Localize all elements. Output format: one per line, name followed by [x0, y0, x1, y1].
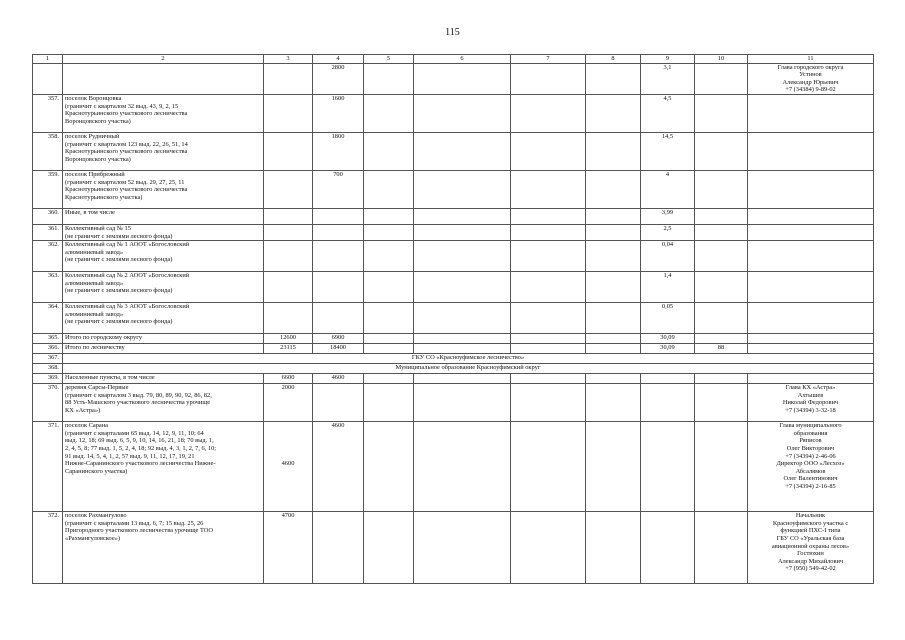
col7-value	[511, 334, 586, 344]
settlement-name-line: поселок Сарана	[65, 422, 108, 430]
settlement-name-line: поселок Прибрежный	[65, 170, 125, 178]
col10-value	[695, 272, 748, 303]
col8-value	[586, 374, 641, 384]
col3-value	[264, 170, 313, 208]
settlement-name	[63, 512, 264, 584]
col7-value	[511, 170, 586, 208]
col4-value	[313, 208, 364, 224]
settlement-name-line: Нижне-Саранинского участкового лесничества Нижне-	[65, 460, 216, 468]
row-number: 361.	[33, 224, 63, 240]
col7-value	[511, 63, 586, 94]
settlement-name	[63, 344, 264, 354]
contact-line: авиационной охраны лесов»	[771, 542, 850, 550]
table-row	[33, 374, 874, 384]
col9-value: 3,99	[641, 208, 695, 224]
settlement-name-line: Иные, в том числе	[65, 208, 115, 216]
col8-value	[586, 344, 641, 354]
contact-line: +7 (34384) 9-89-02	[785, 86, 836, 94]
table-row	[33, 512, 874, 584]
col4-value	[313, 303, 364, 334]
settlement-name-line: (не граничит с землями лесного фонда)	[65, 318, 173, 326]
contact-info	[748, 170, 874, 208]
col3-value: 4700	[264, 512, 313, 584]
settlement-name-line: (не граничит с землями лесного фонда)	[65, 232, 173, 240]
col3-value	[264, 132, 313, 170]
contact-info	[748, 94, 874, 132]
col4-value: 1600	[313, 94, 364, 132]
col5-value	[364, 303, 414, 334]
table-row	[33, 170, 874, 208]
settlement-name	[63, 224, 264, 240]
col7-value	[511, 224, 586, 240]
col6-value	[414, 224, 511, 240]
table-row	[33, 334, 874, 344]
col3-value	[264, 303, 313, 334]
col9-value: 30,09	[641, 344, 695, 354]
contact-info	[748, 241, 874, 272]
settlement-name-line: поселок Воронцовка	[65, 94, 122, 102]
col6-value	[414, 422, 511, 512]
settlement-name	[63, 132, 264, 170]
col3-value	[264, 241, 313, 272]
col5-value	[364, 334, 414, 344]
col10-value	[695, 170, 748, 208]
col8-value	[586, 334, 641, 344]
col5-value	[364, 374, 414, 384]
contact-info	[748, 512, 874, 584]
contact-line: Ахтышев	[797, 391, 824, 399]
contact-line: образования	[793, 429, 828, 437]
col10-value	[695, 303, 748, 334]
col9-value	[641, 422, 695, 512]
col9-value: 3,1	[641, 63, 695, 94]
col7-value	[511, 94, 586, 132]
settlement-name-line: деревня Сарсы-Первые	[65, 384, 129, 392]
col10-value	[695, 374, 748, 384]
row-number: 360.	[33, 208, 63, 224]
contact-line: +7 (950) 549-42-02	[785, 565, 836, 573]
col3-value: 2000	[264, 384, 313, 422]
settlement-name-line: Краснотурьинского участкового лесничества	[65, 186, 188, 194]
col5-value	[364, 344, 414, 354]
settlement-name-line: «Рахмангуловское»)	[65, 534, 120, 542]
section-row	[33, 354, 874, 364]
col7-value	[511, 208, 586, 224]
col10-value	[695, 384, 748, 422]
contact-line: +7 (34394) 3-32-18	[785, 406, 836, 414]
section-title: Муниципальное образование Красноуфимский округ	[63, 364, 874, 374]
col10-value	[695, 422, 748, 512]
col9-value: 2,5	[641, 224, 695, 240]
contact-line: +7 (34394) 2-46-06	[785, 452, 836, 460]
settlement-name-line: (граничит с кварталом 3 выд. 79, 80, 89, 90, 92, 86, 82,	[65, 391, 212, 399]
col9-value: 0,05	[641, 303, 695, 334]
col7-value	[511, 303, 586, 334]
col10-value	[695, 63, 748, 94]
col7-value	[511, 132, 586, 170]
col9-value: 1,4	[641, 272, 695, 303]
column-header: 11	[748, 55, 874, 64]
settlement-name	[63, 241, 264, 272]
col4-value: 4600	[313, 422, 364, 512]
col8-value	[586, 224, 641, 240]
col4-value: 700	[313, 170, 364, 208]
col10-value	[695, 334, 748, 344]
settlement-name-line: (граничит с кварталом 52 выд. 29, 27, 25, 11	[65, 178, 185, 186]
col3-value: 6600	[264, 374, 313, 384]
col4-value	[313, 272, 364, 303]
row-number: 369.	[33, 374, 63, 384]
settlement-name-line: 2, 4, 5, 8; 77 выд. 1, 5, 2, 4, 18; 92 выд. 4, 3, 1, 2, 7, 6, 10;	[65, 444, 217, 452]
col6-value	[414, 132, 511, 170]
col9-value	[641, 374, 695, 384]
col5-value	[364, 241, 414, 272]
contact-line: Глава городского округа	[777, 63, 844, 71]
col8-value	[586, 384, 641, 422]
contact-info	[748, 303, 874, 334]
settlement-name-line: Краснотурьинского участкового лесничества	[65, 110, 188, 118]
settlement-name-line: Населенные пункты, в том числе	[65, 374, 155, 382]
col3-value	[264, 422, 313, 512]
column-header: 10	[695, 55, 748, 64]
col10-value	[695, 94, 748, 132]
header-row	[33, 55, 874, 64]
col9-value: 4,5	[641, 94, 695, 132]
col5-value	[364, 422, 414, 512]
contact-info	[748, 384, 874, 422]
settlement-name	[63, 422, 264, 512]
col4-value: 18400	[313, 344, 364, 354]
row-number: 366.	[33, 344, 63, 354]
contact-line: Александр Михайлович	[777, 557, 844, 565]
col6-value	[414, 512, 511, 584]
row-number: 372.	[33, 512, 63, 584]
col3-value	[264, 224, 313, 240]
row-number: 363.	[33, 272, 63, 303]
col8-value	[586, 170, 641, 208]
settlement-name-line: (граничит с кварталом 32 выд. 43, 9, 2, 15	[65, 102, 179, 110]
col4-value	[313, 224, 364, 240]
row-number: 364.	[33, 303, 63, 334]
settlement-name-line: поселок Рудничный	[65, 132, 120, 140]
col9-value: 14,5	[641, 132, 695, 170]
col7-value	[511, 241, 586, 272]
row-number: 367.	[33, 354, 63, 364]
col9-value: 30,09	[641, 334, 695, 344]
col3-value-text: 4600	[281, 460, 295, 468]
col6-value	[414, 241, 511, 272]
table-row	[33, 272, 874, 303]
col5-value	[364, 208, 414, 224]
table-row	[33, 384, 874, 422]
col4-value: 4600	[313, 374, 364, 384]
column-header: 5	[364, 55, 414, 64]
contact-line: ГБУ СО «Уральская база	[776, 534, 845, 542]
table-row	[33, 241, 874, 272]
page-number: 115	[445, 27, 460, 38]
settlement-name	[63, 374, 264, 384]
contact-line: Александр Юрьевич	[782, 78, 839, 86]
col5-value	[364, 94, 414, 132]
contact-line: Гостюхин	[797, 550, 824, 558]
contact-line: функцией ПХС-I типа	[780, 527, 841, 535]
contact-info	[748, 334, 874, 344]
settlement-name-line: 88 Усть-Машского участкового лесничества урочище	[65, 399, 211, 407]
col8-value	[586, 422, 641, 512]
col6-value	[414, 94, 511, 132]
col7-value	[511, 344, 586, 354]
contact-line: Начальник	[795, 512, 826, 520]
contact-info	[748, 422, 874, 512]
row-number: 371.	[33, 422, 63, 512]
section-title: ГКУ СО «Красноуфимское лесничество»	[63, 354, 874, 364]
contact-line: Ряписов	[799, 437, 822, 445]
col5-value	[364, 512, 414, 584]
settlement-name	[63, 272, 264, 303]
col6-value	[414, 170, 511, 208]
contact-line: Олег Викторович	[786, 444, 835, 452]
settlement-name-line: алюминиевый завод»	[65, 279, 124, 287]
col6-value	[414, 374, 511, 384]
col4-value	[313, 384, 364, 422]
settlement-name-line: Саранинского участка)	[65, 467, 128, 475]
settlement-name	[63, 334, 264, 344]
column-header: 7	[511, 55, 586, 64]
settlement-name-line: Коллективный сад № 1 АООТ «Богословский	[65, 241, 190, 249]
settlement-name-line: Итого по городскому округу	[65, 334, 143, 342]
table-row	[33, 344, 874, 354]
col7-value	[511, 272, 586, 303]
settlement-name	[63, 208, 264, 224]
column-header: 9	[641, 55, 695, 64]
settlement-name-line: (граничит с кварталами 65 выд. 14, 12, 9, 11, 10; 64	[65, 429, 204, 437]
row-number: 357.	[33, 94, 63, 132]
contact-info	[748, 132, 874, 170]
settlement-name-line: Коллективный сад № 3 АООТ «Богословский	[65, 303, 190, 311]
col8-value	[586, 303, 641, 334]
forest-settlements-table	[32, 54, 874, 584]
contact-line: Николай Федорович	[782, 399, 839, 407]
settlement-name	[63, 384, 264, 422]
row-number: 365.	[33, 334, 63, 344]
row-number: 359.	[33, 170, 63, 208]
col4-value: 6900	[313, 334, 364, 344]
settlement-name-line: 91 выд. 14, 5, 4, 1, 2, 57 выд. 9, 11, 12, 17, 19, 21	[65, 452, 195, 460]
settlement-name-line: алюминиевый завод»	[65, 248, 124, 256]
col8-value	[586, 94, 641, 132]
col4-value	[313, 512, 364, 584]
col10-value	[695, 224, 748, 240]
col6-value	[414, 63, 511, 94]
row-number: 368.	[33, 364, 63, 374]
col5-value	[364, 63, 414, 94]
col4-value: 2800	[313, 63, 364, 94]
contact-info	[748, 63, 874, 94]
table-row	[33, 224, 874, 240]
table-row	[33, 94, 874, 132]
column-header: 8	[586, 55, 641, 64]
table-body	[33, 55, 874, 584]
table-row	[33, 208, 874, 224]
settlement-name-line: (граничит с кварталами 13 выд. 6, 7; 15 выд. 25, 26	[65, 519, 204, 527]
col6-value	[414, 384, 511, 422]
col6-value	[414, 303, 511, 334]
col3-value: 23115	[264, 344, 313, 354]
settlement-name-line: (граничит с кварталом 123 выд. 22, 26, 51, 14	[65, 140, 188, 148]
col7-value	[511, 422, 586, 512]
contact-info	[748, 374, 874, 384]
contact-info	[748, 224, 874, 240]
col9-value	[641, 384, 695, 422]
settlement-name-line: Итого по лесничеству	[65, 344, 125, 352]
settlement-name-line: Воронцовского участка)	[65, 117, 131, 125]
col6-value	[414, 334, 511, 344]
col8-value	[586, 512, 641, 584]
column-header: 1	[33, 55, 63, 64]
settlement-name	[63, 94, 264, 132]
settlement-name-line: Коллективный сад № 15	[65, 224, 131, 232]
table-row	[33, 63, 874, 94]
settlement-name-line: выд. 12, 18; 69 выд. 6, 5, 9, 10, 14, 16, 21, 18; 70 выд. 1,	[65, 437, 214, 445]
settlement-name-line: Краснотурьинского участка)	[65, 193, 143, 201]
column-header: 6	[414, 55, 511, 64]
row-number: 362.	[33, 241, 63, 272]
col8-value	[586, 272, 641, 303]
column-header: 2	[63, 55, 264, 64]
table-row	[33, 422, 874, 512]
col3-value	[264, 94, 313, 132]
column-header: 4	[313, 55, 364, 64]
col6-value	[414, 272, 511, 303]
col8-value	[586, 208, 641, 224]
settlement-name-line: поселок Рахмангулово	[65, 512, 127, 520]
col7-value	[511, 374, 586, 384]
col5-value	[364, 272, 414, 303]
contact-line: Директор ООО «Лесхоз»	[776, 460, 845, 468]
col10-value	[695, 132, 748, 170]
settlement-name-line: (не граничит с землями лесного фонда)	[65, 287, 173, 295]
contact-line: Олег Валентинович	[783, 475, 838, 483]
contact-line: Красноуфимского участка с	[772, 519, 849, 527]
settlement-name-line: Коллективный сад № 2 АООТ «Богословский	[65, 272, 190, 280]
col5-value	[364, 170, 414, 208]
settlement-name-line: Краснотурьинского участкового лесничества	[65, 148, 188, 156]
contact-info	[748, 272, 874, 303]
settlement-name-line: алюминиевый завод»	[65, 310, 124, 318]
col8-value	[586, 132, 641, 170]
col10-value	[695, 241, 748, 272]
section-row	[33, 364, 874, 374]
contact-line: Устинов	[799, 71, 822, 79]
contact-line: Абсалямов	[795, 467, 826, 475]
col6-value	[414, 208, 511, 224]
col4-value	[313, 241, 364, 272]
col3-value	[264, 63, 313, 94]
col9-value: 4	[641, 170, 695, 208]
col8-value	[586, 63, 641, 94]
settlement-name-line: (не граничит с землями лесного фонда)	[65, 256, 173, 264]
contact-line: Глава муниципального	[779, 422, 842, 430]
col3-value: 12600	[264, 334, 313, 344]
settlement-name	[63, 170, 264, 208]
row-number: 370.	[33, 384, 63, 422]
row-number	[33, 63, 63, 94]
col5-value	[364, 224, 414, 240]
settlement-name-line: Воронцовского участка)	[65, 155, 131, 163]
contact-info	[748, 208, 874, 224]
col9-value: 0,04	[641, 241, 695, 272]
col7-value	[511, 512, 586, 584]
col3-value	[264, 272, 313, 303]
col6-value	[414, 344, 511, 354]
column-header: 3	[264, 55, 313, 64]
col10-value	[695, 208, 748, 224]
settlement-name	[63, 303, 264, 334]
col10-value: 88	[695, 344, 748, 354]
table-row	[33, 132, 874, 170]
col4-value: 1800	[313, 132, 364, 170]
col7-value	[511, 384, 586, 422]
table-row	[33, 303, 874, 334]
col8-value	[586, 241, 641, 272]
row-number: 358.	[33, 132, 63, 170]
col5-value	[364, 384, 414, 422]
settlement-name	[63, 63, 264, 94]
contact-line: Глава КХ «Астра»	[785, 384, 836, 392]
settlement-name-line: КХ «Астра»)	[65, 406, 101, 414]
contact-info	[748, 344, 874, 354]
col5-value	[364, 132, 414, 170]
col3-value	[264, 208, 313, 224]
col9-value	[641, 512, 695, 584]
settlement-name-line: Пригородного участкового лесничества урочище ТОО	[65, 527, 214, 535]
contact-line: +7 (34394) 2-16-85	[785, 482, 836, 490]
col10-value	[695, 512, 748, 584]
